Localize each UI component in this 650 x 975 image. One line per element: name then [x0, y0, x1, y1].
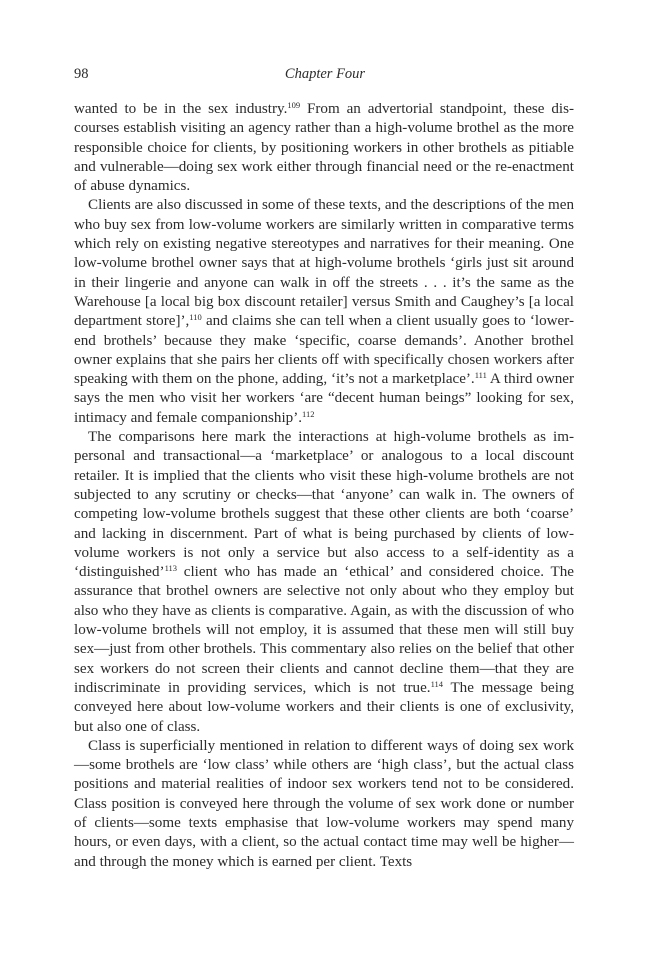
- footnote-ref: 110: [189, 312, 202, 323]
- footnote-ref: 114: [430, 678, 444, 689]
- paragraph-text: client who has made an ‘ethical’ and considered choice. The assurance that brothel owners are selective not only about who they employ but also who they have as clients is comparative. Again, as with the discussion of who low-volume brothels will not employ, it is assumed that these men will still buy sex—just from other brothels. This commentary also relies on the belief that other sex workers do not screen their clients and cannot decline them—that they are indiscriminate in providing services, which is not true.: [74, 564, 574, 696]
- paragraph-text: The comparisons here mark the interactions at high-volume brothels as impersonal and transactional—a ‘marketplace’ or analogous to a local discount retailer. It is implied that the clients who visit these high-volume brothels are not subjected to any scrutiny or checks—that ‘anyone’ can walk in. The owners of competing low-volume brothels suggest that these other clients are both ‘coarse’ and lacking in discernment. Part of what is being purchased by clients of low-volume workers is not only a service but also access to a self-identity as a ‘distinguished’: [74, 429, 574, 581]
- paragraph: [74, 428, 574, 737]
- paragraph-text: From an advertorial standpoint, these discourses establish visiting an agency rather than a high-volume brothel as the more responsible choice for clients, by positioning workers in other brothels as pitiable and vulnerable—doing sex work either through financial need or the re-enactment of abuse dynamics.: [74, 101, 574, 195]
- page-number: 98: [74, 66, 89, 82]
- footnote-ref: 111: [474, 370, 487, 381]
- paragraph: [74, 196, 574, 428]
- paragraph-text: and claims she can tell when a client usually goes to ‘lower-end brothels’ because they make ‘specific, coarse demands’. Another brothel owner explains that she pairs her clients off with specifically chosen workers after speaking with them on the phone, adding, ‘it’s not a marketplace’.: [74, 313, 574, 388]
- footnote-ref: 109: [287, 100, 301, 110]
- paragraph: [74, 737, 574, 872]
- footnote-ref: 112: [302, 408, 315, 419]
- paragraph: [74, 100, 574, 196]
- footnote-ref: 113: [164, 563, 177, 574]
- page-header: [74, 66, 576, 86]
- running-head: Chapter Four: [284, 66, 366, 82]
- paragraph-text: The message being conveyed here about low-volume workers and their clients is one of exclusivity, but also one of class.: [74, 679, 574, 735]
- paragraph-text: wanted to be in the sex industry.: [74, 101, 288, 117]
- paragraph-text: A third owner says the men who visit her workers ‘are “decent human beings” looking for sex, intimacy and female companionship’.: [74, 371, 574, 426]
- paragraph-text: Class is superficially mentioned in relation to different ways of doing sex work—some brothels are ‘low class’ while others are ‘high class’, but the actual class positions and material realities of indoor sex workers tend not to be considered. Class position is conveyed here through the volume of sex work done or number of clients—some texts emphasise that low-volume workers may spend many hours, or even days, with a client, so the actual contact time may well be higher—and through the money which is earned per client. Texts: [74, 737, 574, 870]
- body-text: [74, 100, 574, 872]
- paragraph-text: Clients are also discussed in some of these texts, and the descriptions of the men who buy sex from low-volume workers are similarly written in comparative terms which rely on existing negative stereotypes and narratives for their meaning. One low-volume brothel owner says that at high-volume brothels ‘girls just sit around in their lingerie and anyone can walk in off the streets . . . it’s the same as the Warehouse [a local big box discount retailer] versus Smith and Caughey’s [a local department store]’,: [74, 197, 574, 330]
